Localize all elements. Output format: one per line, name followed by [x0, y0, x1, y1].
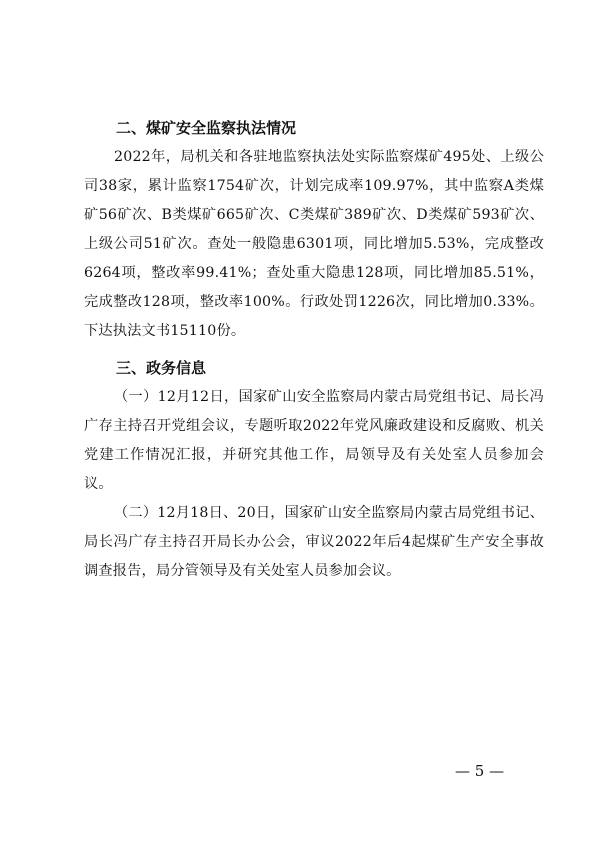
enforcement-paragraph: 2022年，局机关和各驻地监察执法处实际监察煤矿495处、上级公司38家，累计监察1754矿次，计划完成率109.97%，其中监察A类煤矿56矿次、B类煤矿665矿次、C类煤矿389矿次、D类煤矿593矿次、上级公司51矿次。查处一般隐患6301项，同比增加5.53%，完成整改6264项，整改率99.41%；查处重大隐患128项，同比增加85.51%，完成整改128项，整改率100%。行政处罚1226次，同比增加0.33%。下达执法文书15110份。: [84, 149, 544, 339]
page-number: — 5 —: [455, 762, 505, 780]
section-heading-enforcement: 二、煤矿安全监察执法情况: [116, 119, 297, 137]
page-content: [84, 114, 544, 586]
government-info-item-2: （二）12月18日、20日，国家矿山安全监察局内蒙古局党组书记、局长冯广存主持召开局长办公会，审议2022年后4起煤矿生产安全事故调查报告，局分管领导及有关处室人员参加会议。: [84, 505, 544, 579]
section-heading-government-info: 三、政务信息: [116, 359, 207, 377]
government-info-item-1: （一）12月12日，国家矿山安全监察局内蒙古局党组书记、局长冯广存主持召开党组会议，专题听取2022年党风廉政建设和反腐败、机关党建工作情况汇报，并研究其他工作，局领导及有关处室人员参加会议。: [84, 389, 544, 492]
